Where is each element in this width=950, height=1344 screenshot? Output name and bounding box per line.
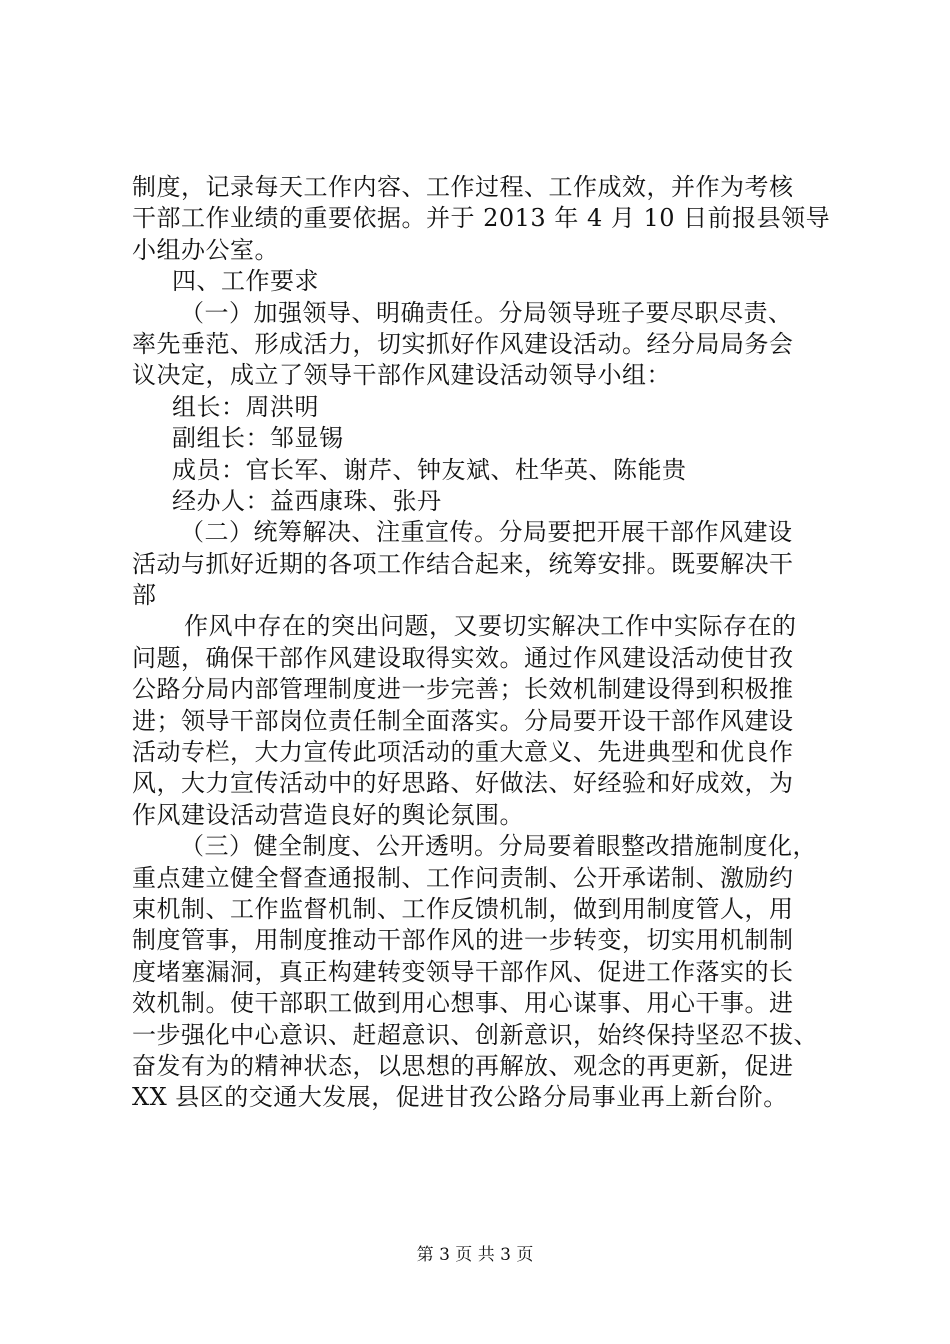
body-line: 奋发有为的精神状态，以思想的再解放、观念的再更新，促进	[132, 1051, 794, 1080]
body-line: 成员：官长军、谢芹、钟友斌、杜华英、陈能贵	[172, 455, 687, 484]
body-line: 束机制、工作监督机制、工作反馈机制，做到用制度管人，用	[132, 894, 794, 923]
body-line: 小组办公室。	[132, 235, 279, 264]
body-line: （二）统筹解决、注重宣传。分局要把开展干部作风建设	[180, 518, 793, 547]
body-line: （一）加强领导、明确责任。分局领导班子要尽职尽责、	[180, 298, 793, 327]
body-line: 一步强化中心意识、赶超意识、创新意识，始终保持坚忍不拔、	[132, 1020, 818, 1049]
body-line: 公路分局内部管理制度进一步完善；长效机制建设得到积极推	[132, 675, 794, 704]
body-line: 制度，记录每天工作内容、工作过程、工作成效，并作为考核	[132, 173, 794, 201]
body-line: （三）健全制度、公开透明。分局要着眼整改措施制度化，	[180, 832, 817, 861]
body-line: 率先垂范、形成活力，切实抓好作风建设活动。经分局局务会	[132, 329, 794, 358]
body-line: 部	[132, 581, 157, 610]
body-line: 度堵塞漏洞，真正构建转变领导干部作风、促进工作落实的长	[132, 957, 794, 986]
body-line: 作风中存在的突出问题，又要切实解决工作中实际存在的	[184, 612, 797, 641]
body-line: XX 县区的交通大发展，促进甘孜公路分局事业再上新台阶。	[132, 1083, 788, 1112]
body-line: 干部工作业绩的重要依据。并于 2013 年 4 月 10 日前报县领导	[132, 204, 831, 233]
section-heading: 四、工作要求	[172, 267, 319, 296]
body-line: 作风建设活动营造良好的舆论氛围。	[132, 800, 524, 829]
body-line: 重点建立健全督查通报制、工作问责制、公开承诺制、激励约	[132, 863, 794, 892]
body-line: 进；领导干部岗位责任制全面落实。分局要开设干部作风建设	[132, 706, 794, 735]
body-line: 副组长：邹显锡	[172, 424, 344, 453]
body-line: 制度管事，用制度推动干部作风的进一步转变，切实用机制制	[132, 926, 794, 955]
body-line: 效机制。使干部职工做到用心想事、用心谋事、用心干事。进	[132, 989, 794, 1018]
document-body	[132, 172, 832, 1114]
body-line: 经办人：益西康珠、张丹	[172, 486, 442, 515]
page-footer: 第 3 页 共 3 页	[416, 1245, 534, 1265]
body-line: 议决定，成立了领导干部作风建设活动领导小组：	[132, 361, 671, 390]
body-line: 活动与抓好近期的各项工作结合起来，统筹安排。既要解决干	[132, 549, 794, 578]
body-line: 问题，确保干部作风建设取得实效。通过作风建设活动使甘孜	[132, 643, 794, 672]
body-line: 组长：周洪明	[172, 392, 319, 421]
body-line: 风，大力宣传活动中的好思路、好做法、好经验和好成效，为	[132, 769, 794, 798]
body-line: 活动专栏，大力宣传此项活动的重大意义、先进典型和优良作	[132, 738, 794, 767]
